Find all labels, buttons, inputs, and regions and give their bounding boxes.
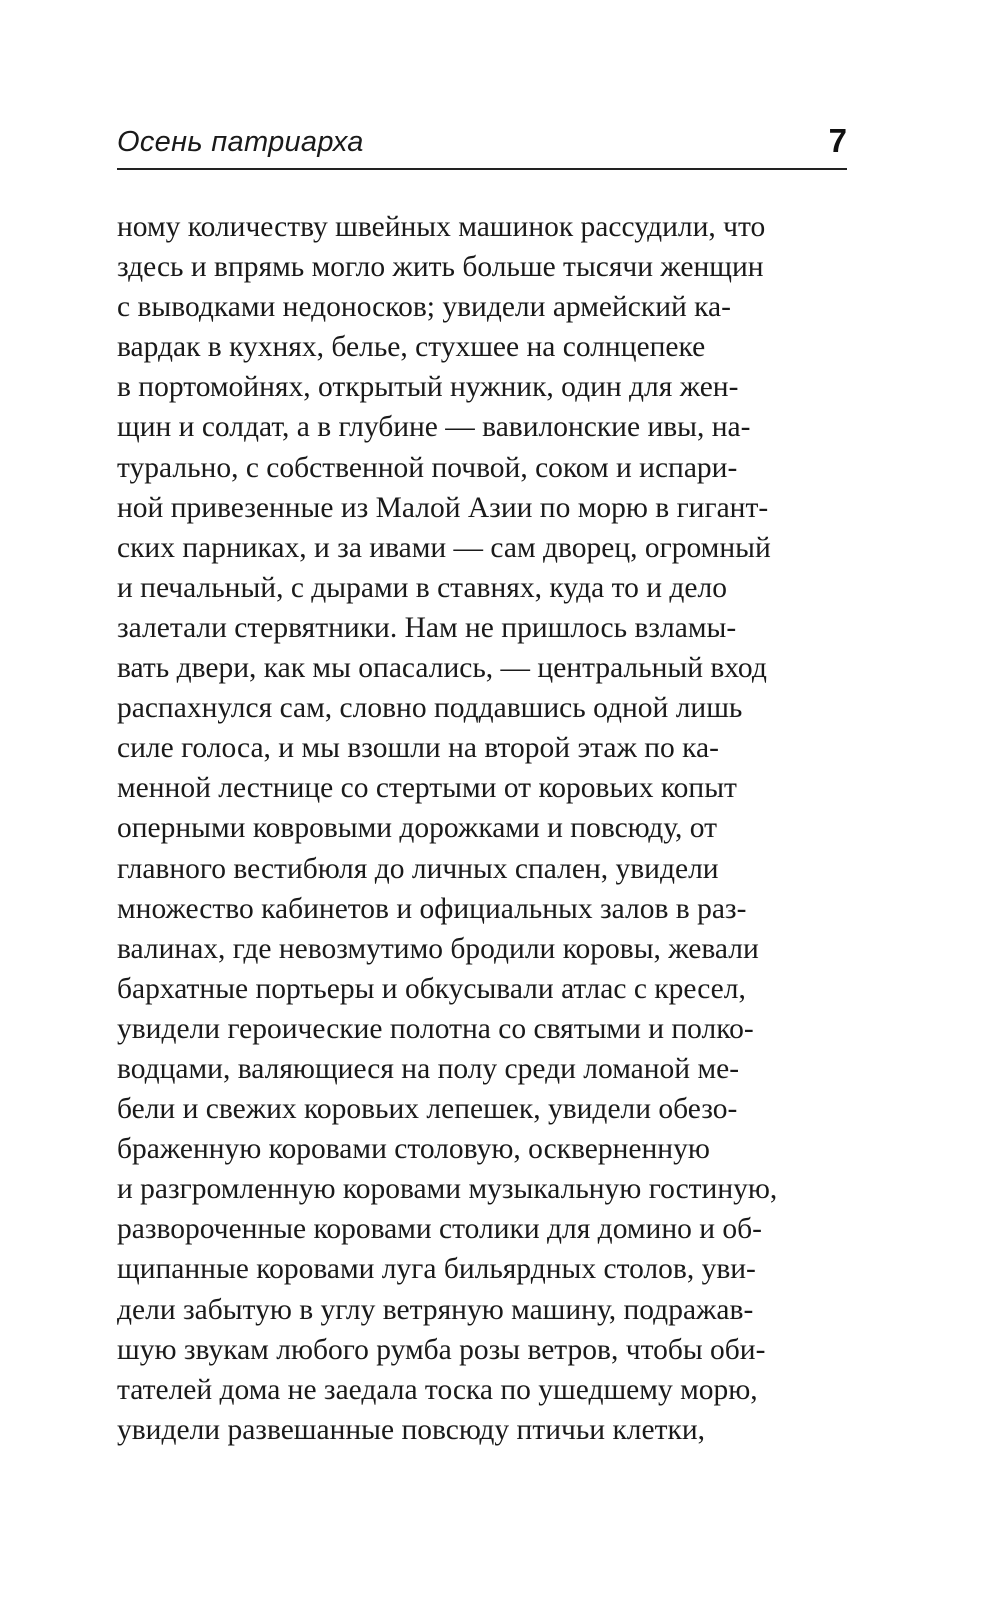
text-line: залетали стервятники. Нам не пришлось взламы- xyxy=(117,611,737,644)
text-line: множество кабинетов и официальных залов в раз- xyxy=(117,892,747,925)
text-line: и разгромленную коровами музыкальную гостиную, xyxy=(117,1173,778,1206)
text-line: вардак в кухнях, белье, стухшее на солнцепеке xyxy=(117,331,706,364)
text-line: увидели героические полотна со святыми и полко- xyxy=(117,1012,754,1045)
text-line: с выводками недоносков; увидели армейский ка- xyxy=(117,291,731,324)
text-line: развороченные коровами столики для домино и об- xyxy=(117,1213,762,1246)
text-line: бархатные портьеры и обкусывали атлас с кресел, xyxy=(117,972,746,1005)
text-line: главного вестибюля до личных спален, увидели xyxy=(117,852,719,885)
text-line: водцами, валяющиеся на полу среди ломаной ме- xyxy=(117,1052,740,1085)
running-header xyxy=(117,118,847,170)
text-line: увидели развешанные повсюду птичьи клетки, xyxy=(117,1413,705,1446)
book-title: Осень патриарха xyxy=(117,126,364,158)
text-line: бели и свежих коровьих лепешек, увидели обезо- xyxy=(117,1093,738,1126)
text-line: вать двери, как мы опасались, — центральный вход xyxy=(117,652,767,685)
text-line: и печальный, с дырами в ставнях, куда то и дело xyxy=(117,571,727,604)
text-line: здесь и впрямь могло жить больше тысячи женщин xyxy=(117,251,764,284)
text-line: щипанные коровами луга бильярдных столов, уви- xyxy=(117,1253,756,1286)
page-number: 7 xyxy=(828,122,847,159)
text-line: дели забытую в углу ветряную машину, подражав- xyxy=(117,1293,754,1326)
text-line: тателей дома не заедала тоска по ушедшему морю, xyxy=(117,1373,758,1406)
text-line: турально, с собственной почвой, соком и испари- xyxy=(117,451,738,484)
text-line: щин и солдат, а в глубине — вавилонские ивы, на- xyxy=(117,411,751,444)
text-line: силе голоса, и мы взошли на второй этаж по ка- xyxy=(117,732,719,765)
text-line: браженную коровами столовую, оскверненную xyxy=(117,1133,710,1166)
text-line: менной лестнице со стертыми от коровьих копыт xyxy=(117,772,737,805)
text-line: оперными ковровыми дорожками и повсюду, от xyxy=(117,812,718,845)
text-line: в портомойнях, открытый нужник, один для жен- xyxy=(117,371,739,404)
body-text xyxy=(117,207,847,1450)
text-line: ному количеству швейных машинок рассудили, что xyxy=(117,211,766,243)
text-line: валинах, где невозмутимо бродили коровы, жевали xyxy=(117,932,759,965)
text-line: шую звукам любого румба розы ветров, чтобы оби- xyxy=(117,1333,766,1366)
text-line: ной привезенные из Малой Азии по морю в гигант- xyxy=(117,491,769,524)
text-line: ских парниках, и за ивами — сам дворец, огромный xyxy=(117,531,771,564)
text-line: распахнулся сам, словно поддавшись одной лишь xyxy=(117,692,743,725)
